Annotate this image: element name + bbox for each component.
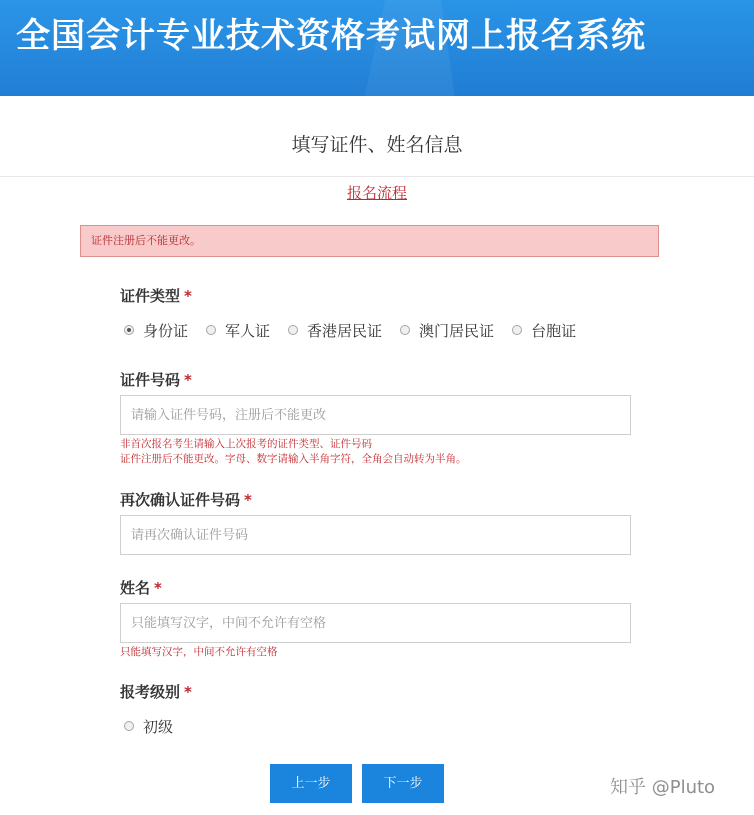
required-mark: * (184, 371, 192, 389)
id-type-radio-group (124, 320, 594, 340)
required-mark: * (154, 579, 162, 597)
name-hint: 只能填写汉字，中间不允许有空格 (120, 646, 278, 658)
id-number-label-text: 证件号码 (120, 371, 181, 389)
required-mark: * (184, 683, 192, 701)
confirm-id-label (120, 489, 252, 510)
radio-taiwan-compatriot[interactable] (512, 320, 576, 341)
level-radio-group (124, 716, 191, 736)
radio-checked-icon[interactable] (124, 325, 134, 335)
name-input[interactable] (120, 603, 631, 643)
radio-label: 台胞证 (531, 321, 577, 340)
name-label (120, 577, 162, 598)
prev-button[interactable]: 上一步 (270, 764, 352, 803)
page-title: 填写证件、姓名信息 (291, 134, 463, 156)
confirm-id-input[interactable] (120, 515, 631, 555)
radio-level-junior[interactable] (124, 716, 173, 737)
required-mark: * (184, 287, 192, 305)
id-number-input[interactable] (120, 395, 631, 435)
radio-label: 军人证 (225, 321, 271, 340)
id-type-label (120, 285, 192, 306)
radio-label: 身份证 (143, 321, 189, 340)
required-mark: * (244, 491, 252, 509)
id-number-label (120, 369, 192, 390)
watermark: 知乎 @Pluto (610, 777, 716, 798)
next-button[interactable]: 下一步 (362, 764, 444, 803)
radio-label: 初级 (143, 717, 174, 736)
title-divider (0, 176, 754, 177)
header-banner (0, 0, 754, 96)
radio-unchecked-icon[interactable] (124, 721, 134, 731)
level-label-text: 报考级别 (120, 683, 181, 701)
radio-unchecked-icon[interactable] (512, 325, 522, 335)
radio-unchecked-icon[interactable] (288, 325, 298, 335)
alert-box: 证件注册后不能更改。 (80, 225, 659, 257)
radio-label: 香港居民证 (307, 321, 383, 340)
radio-id-card[interactable] (124, 320, 188, 341)
confirm-id-label-text: 再次确认证件号码 (120, 491, 241, 509)
radio-hongkong-resident[interactable] (288, 320, 382, 341)
id-number-hint-1: 非首次报名考生请输入上次报考的证件类型、证件号码 (120, 438, 372, 450)
id-type-label-text: 证件类型 (120, 287, 181, 305)
radio-unchecked-icon[interactable] (206, 325, 216, 335)
registration-flow-link[interactable]: 报名流程 (346, 184, 407, 202)
level-label (120, 681, 192, 702)
radio-unchecked-icon[interactable] (400, 325, 410, 335)
name-label-text: 姓名 (120, 579, 151, 597)
id-number-hint-2: 证件注册后不能更改。字母、数字请输入半角字符，全角会自动转为半角。 (120, 453, 467, 465)
radio-label: 澳门居民证 (419, 321, 495, 340)
system-title: 全国会计专业技术资格考试网上报名系统 (16, 16, 646, 56)
radio-military-id[interactable] (206, 320, 270, 341)
radio-macau-resident[interactable] (400, 320, 494, 341)
